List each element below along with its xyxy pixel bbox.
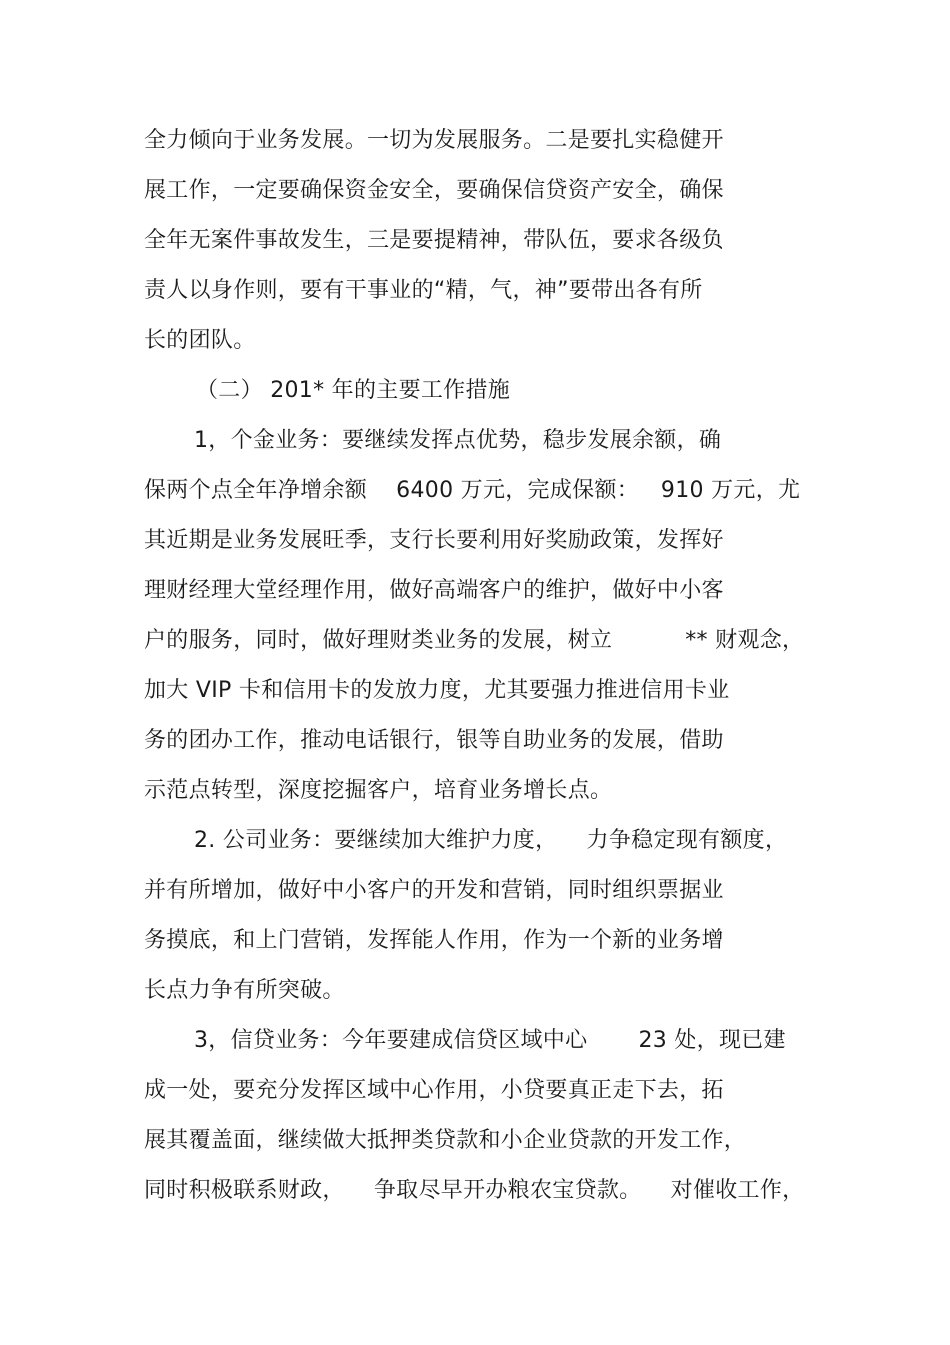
text-line: 1，个金业务：要继续发挥点优势，稳步发展余额，确 — [194, 428, 722, 453]
text-line: 长点力争有所突破。 — [144, 978, 345, 1003]
text-line: 全力倾向于业务发展。一切为发展服务。二是要扎实稳健开 — [144, 128, 724, 153]
text-line: 展其覆盖面，继续做大抵押类贷款和小企业贷款的开发工作， — [144, 1128, 747, 1153]
text-line: 务摸底，和上门营销，发挥能人作用，作为一个新的业务增 — [144, 928, 724, 953]
text-line: 成一处，要充分发挥区域中心作用，小贷要真正走下去，拓 — [144, 1078, 724, 1103]
text-line: 户的服务，同时，做好理财类业务的发展，树立 ** 财观念， — [144, 628, 805, 653]
text-line: 全年无案件事故发生，三是要提精神，带队伍，要求各级负 — [144, 228, 724, 253]
text-line: 长的团队。 — [144, 328, 256, 353]
text-line: 责人以身作则，要有干事业的“精，气，神”要带出各有所 — [144, 278, 703, 303]
text-line: 并有所增加，做好中小客户的开发和营销，同时组织票据业 — [144, 878, 724, 903]
text-line: 2. 公司业务：要继续加大维护力度， 力争稳定现有额度， — [194, 828, 788, 853]
text-line: 展工作，一定要确保资金安全，要确保信贷资产安全，确保 — [144, 178, 724, 203]
text-line: 示范点转型，深度挖掘客户，培育业务增长点。 — [144, 778, 613, 803]
text-line: 3，信贷业务：今年要建成信贷区域中心 23 处，现已建 — [194, 1028, 786, 1053]
text-line: 同时积极联系财政， 争取尽早开办粮农宝贷款。 对催收工作， — [144, 1178, 805, 1203]
text-line: 加大 VIP 卡和信用卡的发放力度，尤其要强力推进信用卡业 — [144, 678, 730, 703]
text-line: 务的团办工作，推动电话银行，银等自助业务的发展，借助 — [144, 728, 724, 753]
section-heading: （二） 201* 年的主要工作措施 — [196, 378, 511, 403]
text-line: 其近期是业务发展旺季，支行长要利用好奖励政策，发挥好 — [144, 528, 724, 553]
text-line: 理财经理大堂经理作用，做好高端客户的维护，做好中小客 — [144, 578, 724, 603]
text-line: 保两个点全年净增余额 6400 万元，完成保额： 910 万元，尤 — [144, 478, 801, 503]
